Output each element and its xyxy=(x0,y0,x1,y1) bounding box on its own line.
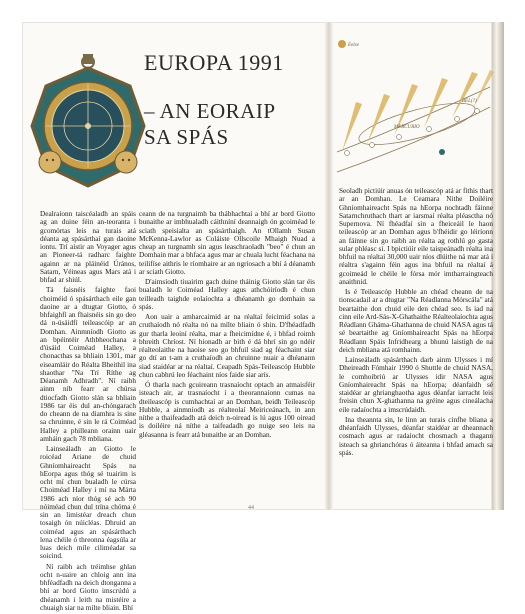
article-title xyxy=(144,50,322,150)
orbit-positions xyxy=(345,109,480,156)
paragraph: Lainseáladh spásárthach darb ainm Ulysses i mí Dheireadh Fómhair 1990 ó Shuttle de chuid NASA, le comhoibriú ar Ulysses idir NASA agus Gníomhaireacht Spás na hEorpa; déanfaidh sé staidéar ar ghrianghaotha agus déanfar iarracht leis freisin chun X-ghathanna na gréine agus cineálacha eile radaíochta a imscrúdaidh. xyxy=(339,356,493,414)
title-line-1: EUROPA 1991 xyxy=(144,50,284,75)
comet-tails xyxy=(342,70,494,152)
paragraph: D'aimsíodh tiuairim gach duine tháinig Giotto slán tar éis bualadh le Coiméad Halley agus athchóiríodh é chun teilleadh taighde eolaíochta a dhéanamh go domhain sa spás. xyxy=(139,278,315,311)
paragraph: Is é Teileascóp Hubble an chéad cheann de na tionscadail ar a dtugtar "Na Réadlanna Mórscála" atá beartaithe don chuid eile den chéad seo. Is iad na cinn eile Ard-Sás-X-Ghathaithe Réalteolaíochta agus Réadlann Gháma-Ghathanna de chuid NASA agus tá sé beartaithe ag Gníomhaireacht Spás na hEorpa Réadlann Spáis Infridhearg a bhunú laistigh de na deich mbliana atá romhainn. xyxy=(339,288,493,354)
paragraph: Ní raibh ach tréimhse ghlan ocht n-uaire an chloig ann ina bhféadfadh na deich dtonganna a bhí ar bord Giotto imscrúdú a dhéanamh i leith na mistéire a chuaigh siar na mílte bliain. Bhí xyxy=(40,562,136,612)
astrolabe-illustration xyxy=(28,54,148,194)
paragraph: Dealraíonn taiscéaladh an spáis ag an duine féin an-teoranta i gcomórtas leis na turais atá déanta ag spásárthaí gan daoine iontu. Trí aistir an Voyager agus an Pioneer-tá radharc faighte againn ar na pláinéid Úrános, Satarn, Véineas agus Mars atá i bhfad ar shiúl. xyxy=(40,210,136,284)
sun-label: Eelse xyxy=(348,43,359,48)
right-orbit-label: BEL(?) xyxy=(462,99,477,104)
comet-orbit-illustration xyxy=(332,32,494,180)
paragraph: Aon uair a amharcaimid ar na réaltaí feicimid solas a cruthaíodh nó réalta nó na mílte bliain ó shin. D'fhéadfadh gur tharla leoiní réalta, mar a fheicimídne é, i bhfad roimh bhreith Chríost. Ní hionadh ar bith é dá bhrí sin go ndéir réalteolaithe na haoise seo go bhfuil siad ag féachaint siar go dtí an t-am a cruthaíodh an chruinne nuair a dhéanann siad staidéar ar na réaltaí. Ceapadh Spás-Teileascóp Hubble chun cabhrú leo féachaint níos faide siar arís. xyxy=(139,313,315,379)
sun-icon xyxy=(338,40,346,48)
title-line-2: – AN EORAIP xyxy=(144,99,276,123)
text-column-2 xyxy=(139,210,315,441)
face-medallion-left-icon xyxy=(39,151,61,173)
face-medallion-right-icon xyxy=(115,151,137,173)
paragraph: Lainseáladh an Giotto le roicéad Ariane de chuid Ghníomhaireacht Spás na hEorpa agus thóg sé tuairim is ocht mí chun bualadh le cúrsa Choiméad Halley i mí na Márta 1986 ach níor thóg sé ach 90 nóiméad chun dul trína chóma é sin an limistéar dreach chun tosaigh ón núicléas. Dhruid an coiméad agus an spásárthach lena chéile ó threonna éagsúla ar luas deich míle ciliméadar sa soicind. xyxy=(40,445,136,561)
text-column-1 xyxy=(40,210,136,614)
paragraph: Ó tharla nach gcuireann trasnaíocht optach an atmaisféir isteach air, ar trasnaíocht í a theorannaíonn cumas na dteileascóp is cumhachtaí ar an Domhan, beidh Teileascóp Hubble, a ainmníodh as réalteolaí Meiriceánach, in ann níthe a thaifeadadh atá deich n-oiread is lú agus 100 oiread is doiléire ná níthe a taifeadadh go nuige seo leis na gléasanna is fearr atá bunaithe ar an Domhan. xyxy=(139,381,315,439)
title-line-3: SA SPÁS xyxy=(144,125,229,149)
text-column-3 xyxy=(339,187,493,459)
page-number: 44 xyxy=(248,505,254,511)
planet-icon xyxy=(439,149,445,155)
paragraph: Ina theannta sin, le linn an turais cinfhe bliana a dhéanfaidh Ulysses, déanfar staidéar ar dheannach cosmach agus ar radaíocht chosmach a thagann isteach sa ghrianchóras ó áiteanna i bhfad amach sa spás. xyxy=(339,415,493,457)
paragraph: ceann de na turgnaimh ba thábhachtaí a bhí ar bord Giotto bunaithe ar imbhualadh cáithníní deannaigh ón gcoiméad le sciath speisialta an spásárthaigh. An tOllamh Susan McKenna-Lawlor as Coláiste Ollscoile Mhaigh Nuad a cheap an turgnamh sin agus leaschraoladh "beo" é chun an Domhain mar a bhfaca agus mar ar chuala lucht féachana na teilifíse aithris le ríomhaire ar an ngríosach a bhí á déanamh ar sciath Giotto. xyxy=(139,210,315,276)
paragraph: Tá faisnéis faighte faoi choiméid ó spásárthach eile gan daoine ar a dtugtar Giotto, ó bhfaighfí an fhaisnéis sin go deo dá n-úsáidfí teileascóip ar an Domhan. Ainmníodh Giotto as an bpéintéir Athbheochana a d'úsáid Coiméad Halley, a chonacthas sa bhliain 1301, mar eiseamláir do Réalta Bheithil ina shaothar "Na Trí Ríthe ag Déanamh Adhradh". Ní raibh ainm níb fearr ar chúrsa dtiocfadh Giotto slán sa bhliain 1986 tar éis dul an-chóngarach do cheann de na diamhra is sine sa chruinne, é sin le rá Coiméad Halley a philleann orainn uair amháin gach 78 mbliana. xyxy=(40,286,136,443)
orbit-label: MERCURIO xyxy=(394,125,420,130)
paragraph: Seoladh pictiúir anuas ón teileascóp atá ar fithis thart ar an Domhan. Le Ceamara Nithe Doiléire Ghníomhaireacht Spás na hEorpa nochtadh fáinne Satarnchruthach thart ar iarsmaí réalta pléasctha nó Supernova. Ní fhéadfaí sin a fheiceáil le haon teileascóp ar an Domhan agus b'fhéidir go léiríonn an fáinne sin go raibh an réalta ag rothlú go gasta sular phléasc sí. I bpictiúir eile taispeánadh réalta ina bhfuil na réaltaí 30,000 uair níos dlúithe ná mar atá i réaltra s'againn féin agus ina bhfuil na réaltaí á gcoimeád le chéile le fórsa mór imtharraingteach anaithnid. xyxy=(339,187,493,286)
